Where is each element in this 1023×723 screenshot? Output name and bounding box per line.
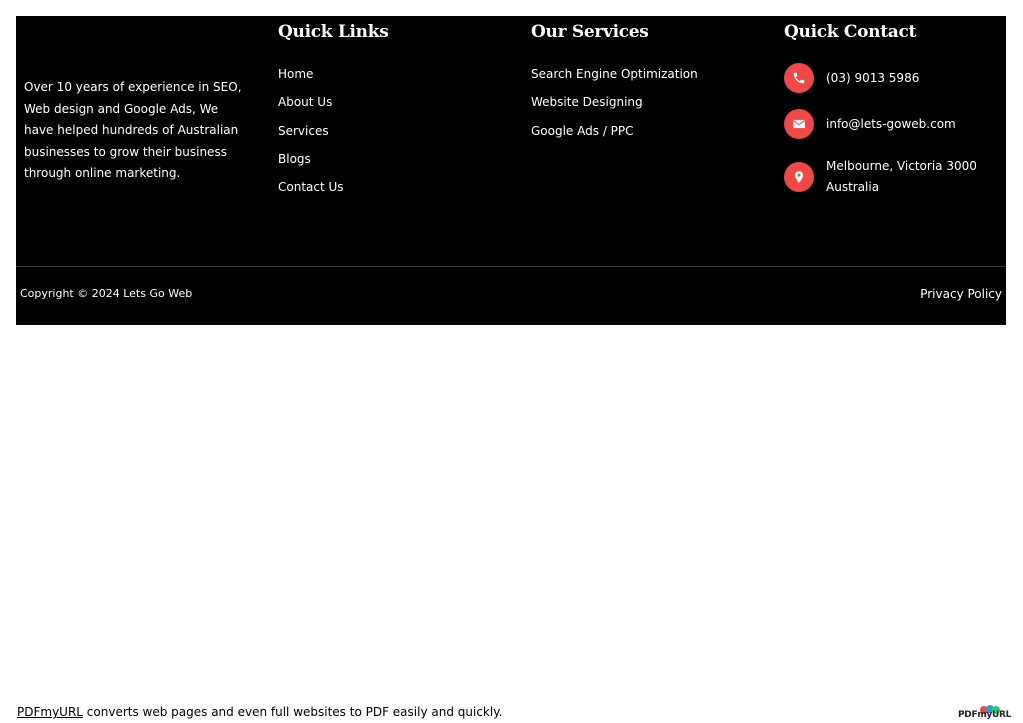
contact-phone[interactable] — [784, 63, 986, 93]
service-link-web-design[interactable]: Website Designing — [531, 95, 643, 110]
services-list — [531, 65, 698, 150]
services-title: Our Services — [531, 22, 649, 42]
pdf-banner-text: converts web pages and even full websites to PDF easily and quickly. — [82, 705, 503, 719]
pdfmyurl-link[interactable]: PDFmyURL — [17, 705, 83, 719]
service-link-seo[interactable]: Search Engine Optimization — [531, 67, 698, 81]
map-pin-icon — [784, 162, 814, 192]
quick-links-list — [278, 65, 344, 206]
contact-column — [784, 18, 1004, 194]
contact-phone-text: (03) 9013 5986 — [826, 70, 920, 85]
footer-link-services[interactable]: Services — [278, 123, 329, 138]
quick-links-column — [278, 18, 518, 195]
footer-link-about[interactable]: About Us — [278, 95, 333, 110]
pdfmyurl-logo[interactable] — [956, 704, 1012, 723]
pdf-banner — [17, 705, 502, 719]
about-text: Over 10 years of experience in SEO, Web design and Google Ads, We have helped hundreds of Australian businesses to grow their business through online marketing. — [24, 80, 242, 180]
services-column — [531, 18, 771, 138]
footer-divider — [16, 266, 1006, 267]
contact-title: Quick Contact — [784, 22, 917, 42]
footer-link-contact[interactable]: Contact Us — [278, 180, 344, 195]
site-footer — [16, 16, 1006, 325]
envelope-icon — [784, 109, 814, 139]
footer-link-home[interactable]: Home — [278, 67, 314, 81]
phone-icon — [784, 63, 814, 93]
contact-address-text: Melbourne, Victoria 3000 Australia — [826, 159, 977, 194]
contact-email[interactable] — [784, 109, 986, 139]
footer-link-blogs[interactable]: Blogs — [278, 151, 311, 166]
contact-email-text: info@lets-goweb.com — [826, 116, 956, 131]
contact-address — [784, 156, 986, 198]
service-link-google-ads[interactable]: Google Ads / PPC — [531, 123, 634, 138]
privacy-policy-link[interactable]: Privacy Policy — [920, 287, 1002, 301]
pdfmyurl-logo-text: PDFmyURL — [958, 710, 1012, 720]
quick-links-title: Quick Links — [278, 22, 389, 42]
copyright-text: Copyright © 2024 Lets Go Web — [20, 287, 193, 300]
